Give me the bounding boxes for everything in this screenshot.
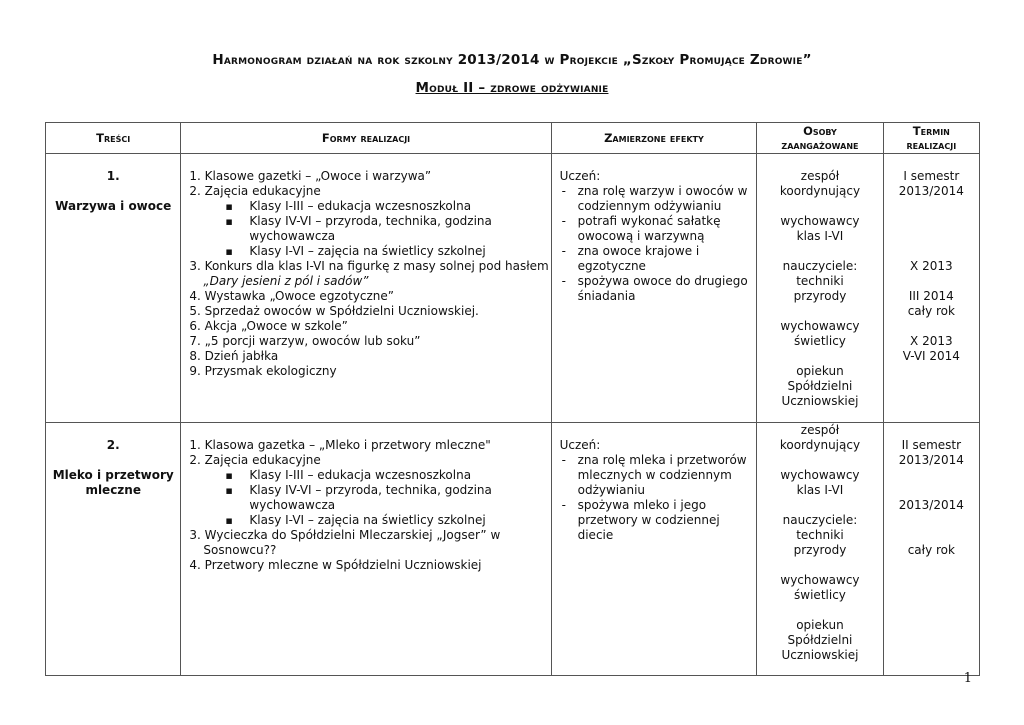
row-number: 2.	[106, 438, 120, 452]
term-line: I semestr	[903, 169, 960, 183]
term-line: cały rok	[907, 304, 955, 318]
person-line: przyrody	[793, 289, 847, 303]
list-item: 4. Wystawka „Owoce egzotyczne”	[189, 289, 394, 303]
tresc-cell	[46, 154, 181, 423]
term-line: 2013/2014	[898, 498, 964, 512]
row-topic: Warzywa i owoce	[55, 199, 172, 213]
efekty-intro: Uczeń:	[559, 438, 601, 452]
person-line: klas I-VI	[796, 483, 844, 497]
person-line: wychowawcy	[780, 468, 860, 482]
header-termin-line1: Termin	[912, 124, 950, 138]
sub-list-item: ▪ Klasy I-III – edukacja wczesnoszkolna	[225, 199, 550, 214]
list-item-text: 2. Zajęcia edukacyjne	[189, 453, 321, 467]
effect-item: - spożywa owoce do drugiego śniadania	[560, 274, 757, 304]
person-line: nauczyciele:	[782, 259, 858, 273]
term-line: 2013/2014	[898, 453, 964, 467]
list-item	[189, 184, 550, 259]
schedule-table	[45, 122, 980, 676]
header-efekty: Zamierzone efekty	[551, 123, 757, 154]
page-number: 1	[963, 671, 972, 686]
list-item: 8. Dzień jabłka	[189, 349, 279, 363]
person-line: wychowawcy	[780, 573, 860, 587]
person-line: Uczniowskiej	[781, 648, 859, 662]
effect-item: - zna rolę warzyw i owoców w codziennym odżywianiu	[560, 184, 757, 214]
person-line: Uczniowskiej	[781, 394, 859, 408]
person-line: zespół	[800, 423, 840, 437]
person-line: Spółdzielni	[787, 633, 853, 647]
list-item: 3. Wycieczka do Spółdzielni Mleczarskiej „Jogser” w Sosnowcu??	[189, 528, 501, 557]
osoby-cell	[757, 423, 883, 676]
person-line: opiekun	[796, 364, 844, 378]
term-line: II semestr	[901, 438, 962, 452]
header-termin	[883, 123, 979, 154]
person-line: świetlicy	[794, 334, 846, 348]
effect-item: - zna owoce krajowe i egzotyczne	[560, 244, 757, 274]
module-subtitle: Moduł II – zdrowe odżywianie	[415, 80, 609, 96]
termin-cell	[883, 154, 979, 423]
person-line: techniki	[796, 528, 844, 542]
term-line: III 2014	[908, 289, 954, 303]
efekty-intro: Uczeń:	[559, 169, 601, 183]
row-number: 1.	[106, 169, 120, 183]
effect-item: - zna rolę mleka i przetworów mlecznych w codziennym odżywianiu	[560, 453, 757, 498]
person-line: Spółdzielni	[787, 379, 853, 393]
person-line: techniki	[796, 274, 844, 288]
sub-list-item: ▪ Klasy IV-VI – przyroda, technika, godzina wychowawcza	[225, 214, 550, 244]
header-osoby-line2: zaangażowane	[781, 138, 859, 152]
effect-item: - potrafi wykonać sałatkę owocową i warzywną	[560, 214, 757, 244]
person-line: klas I-VI	[796, 229, 844, 243]
table-header-row	[46, 123, 980, 154]
termin-cell	[883, 423, 979, 676]
sub-list-item: ▪ Klasy I-VI – zajęcia na świetlicy szkolnej	[225, 244, 550, 259]
list-item: 1. Klasowa gazetka – „Mleko i przetwory mleczne"	[189, 438, 491, 452]
formy-cell	[181, 423, 551, 676]
efekty-cell	[551, 423, 757, 676]
person-line: nauczyciele:	[782, 513, 858, 527]
list-item: 1. Klasowe gazetki – „Owoce i warzywa”	[189, 169, 432, 183]
term-line: cały rok	[907, 543, 955, 557]
sub-list-item: ▪ Klasy IV-VI – przyroda, technika, godzina wychowawcza	[225, 483, 550, 513]
person-line: opiekun	[796, 618, 844, 632]
tresc-cell	[46, 423, 181, 676]
person-line: koordynujący	[779, 438, 861, 452]
header-tresci: Treści	[46, 123, 181, 154]
list-item	[189, 259, 550, 289]
list-item: 6. Akcja „Owoce w szkole”	[189, 319, 348, 333]
list-item-text: 2. Zajęcia edukacyjne	[189, 184, 321, 198]
list-item: 5. Sprzedaż owoców w Spółdzielni Uczniowskiej.	[189, 304, 479, 318]
person-line: koordynujący	[779, 184, 861, 198]
effect-item: - spożywa mleko i jego przetwory w codziennej diecie	[560, 498, 757, 543]
header-osoby-line1: Osoby	[803, 124, 837, 138]
term-line: X 2013	[910, 334, 953, 348]
header-termin-line2: realizacji	[906, 138, 957, 152]
term-line: V-VI 2014	[902, 349, 960, 363]
header-formy: Formy realizacji	[181, 123, 551, 154]
efekty-cell	[551, 154, 757, 423]
list-item-text: 3. Konkurs dla klas I-VI na figurkę z masy solnej pod hasłem	[189, 259, 549, 273]
table-row	[46, 154, 980, 423]
sub-list-item: ▪ Klasy I-III – edukacja wczesnoszkolna	[225, 468, 550, 483]
contest-motto: „Dary jesieni z pól i sadów”	[203, 274, 369, 288]
person-line: wychowawcy	[780, 214, 860, 228]
header-osoby	[757, 123, 883, 154]
table-row	[46, 423, 980, 676]
person-line: przyrody	[793, 543, 847, 557]
list-item: 4. Przetwory mleczne w Spółdzielni Uczniowskiej	[189, 558, 482, 572]
list-item: 9. Przysmak ekologiczny	[189, 364, 337, 378]
formy-cell	[181, 154, 551, 423]
person-line: wychowawcy	[780, 319, 860, 333]
row-topic: Mleko i przetwory mleczne	[52, 468, 174, 497]
osoby-cell	[757, 154, 883, 423]
document-title: Harmonogram działań na rok szkolny 2013/2014 w Projekcie „Szkoły Promujące Zdrowie”	[212, 52, 812, 68]
term-line: X 2013	[910, 259, 953, 273]
sub-list-item: ▪ Klasy I-VI – zajęcia na świetlicy szkolnej	[225, 513, 550, 528]
list-item: 7. „5 porcji warzyw, owoców lub soku”	[189, 334, 421, 348]
person-line: zespół	[800, 169, 840, 183]
term-line: 2013/2014	[898, 184, 964, 198]
list-item	[189, 453, 550, 528]
person-line: świetlicy	[794, 588, 846, 602]
